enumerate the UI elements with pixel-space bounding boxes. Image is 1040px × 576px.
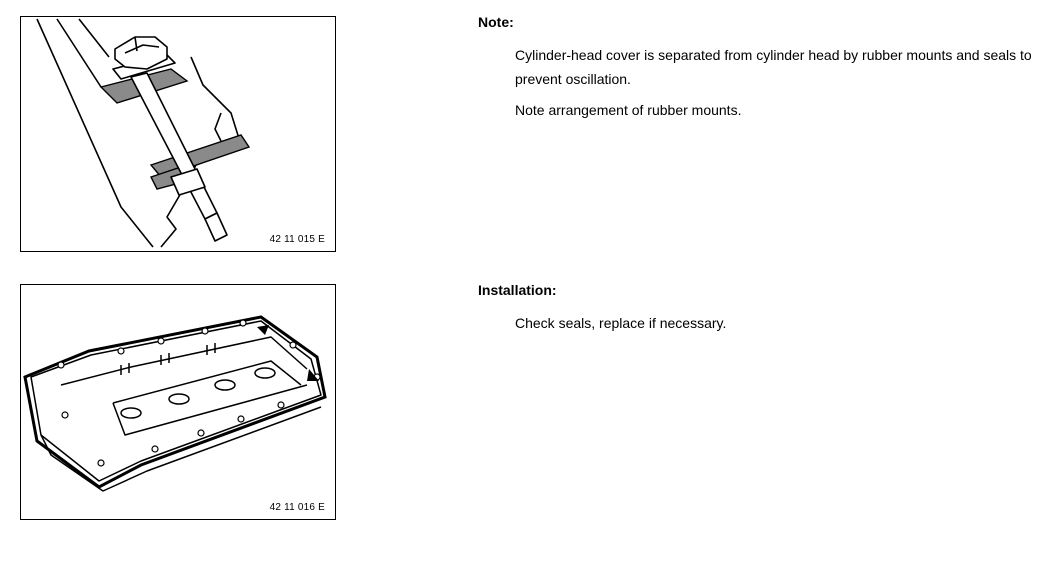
installation-heading: Installation: <box>478 282 557 298</box>
installation-section <box>478 282 1033 342</box>
figure-rubber-mount-detail <box>20 16 336 252</box>
note-paragraph: Cylinder-head cover is separated from cylinder head by rubber mounts and seals to prevent oscillation. <box>515 47 1032 87</box>
cylinder-head-cover-illustration <box>21 285 335 519</box>
note-heading: Note: <box>478 14 514 30</box>
rubber-mount-illustration <box>21 17 335 251</box>
installation-paragraph: Check seals, replace if necessary. <box>515 315 727 331</box>
note-section <box>478 14 1033 129</box>
figure-cylinder-head-cover <box>20 284 336 520</box>
figure-label: 42 11 016 E <box>269 502 325 513</box>
note-paragraph: Note arrangement of rubber mounts. <box>515 102 742 118</box>
figure-label: 42 11 015 E <box>269 234 325 245</box>
